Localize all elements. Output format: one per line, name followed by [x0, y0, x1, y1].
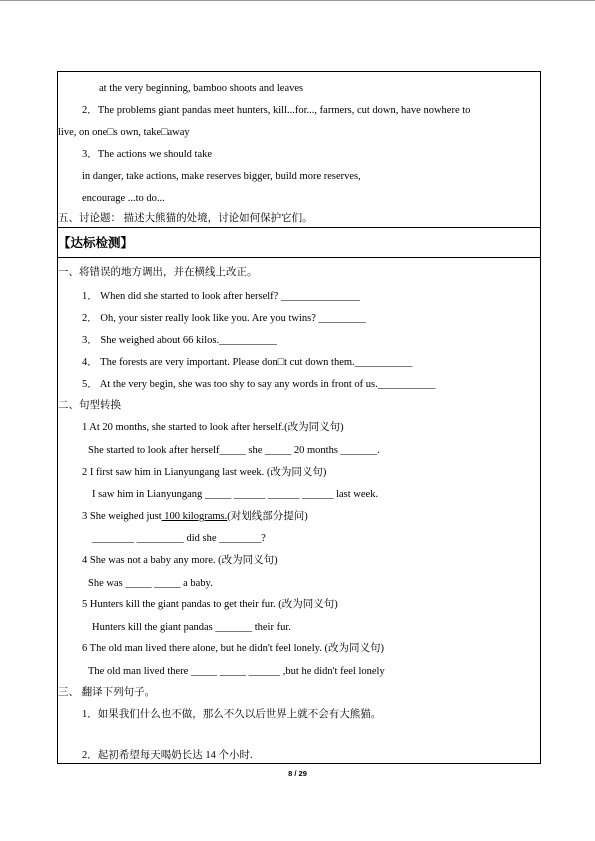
- part2-answer: Hunters kill the giant pandas _______ their fur.: [92, 622, 291, 633]
- part1-item: 3． She weighed about 66 kilos.___________: [82, 335, 277, 346]
- part3-sentence: 2．起初希望每天喝奶长达 14 个小时.: [82, 750, 253, 761]
- table-divider: [57, 257, 541, 258]
- text-line: 2．The problems giant pandas meet hunters, kill...for..., farmers, cut down, have nowhere to: [82, 105, 471, 116]
- part2-answer: She started to look after herself_____ she _____ 20 months _______.: [88, 445, 380, 456]
- part1-item: 5． At the very begin, she was too shy to say any words in front of us.___________: [82, 379, 436, 390]
- part2-answer: I saw him in Lianyungang _____ ______ ______ ______ last week.: [92, 489, 379, 500]
- text-line: live, on one□s own, take□away: [58, 127, 190, 138]
- text-line: in danger, take actions, make reserves bigger, build more reserves,: [82, 171, 361, 182]
- question-text: 3 She weighed just: [82, 511, 162, 522]
- part2-question: 5 Hunters kill the giant pandas to get their fur. (改为同义句): [82, 599, 338, 610]
- page-number: 8 / 29: [288, 769, 307, 778]
- part1-item: 2． Oh, your sister really look like you. Are you twins? _________: [82, 313, 366, 324]
- text-line: at the very beginning, bamboo shoots and leaves: [99, 83, 304, 94]
- text-line: 3．The actions we should take: [82, 149, 213, 160]
- part3-sentence: 1．如果我们什么也不做，那么不久以后世界上就不会有大熊猫。: [82, 709, 382, 720]
- discussion-line: 五、讨论题： 描述大熊猫的处境，讨论如何保护它们。: [58, 213, 313, 224]
- header-rule: [0, 0, 595, 1]
- part2-question: 2 I first saw him in Lianyungang last week. (改为同义句): [82, 467, 327, 478]
- part1-item: 1． When did she started to look after herself? _______________: [82, 291, 360, 302]
- part2-question: 1 At 20 months, she started to look after herself.(改为同义句): [82, 422, 344, 433]
- part2-answer: She was _____ _____ a baby.: [88, 578, 213, 589]
- part1-item: 4． The forests are very important. Please don□t cut down them.___________: [82, 357, 413, 368]
- question-instruction: (对划线部分提问): [227, 511, 308, 522]
- underlined-phrase: 100 kilograms.: [161, 511, 228, 522]
- text-line: encourage ...to do...: [82, 193, 165, 204]
- part2-question: 4 She was not a baby any more. (改为同义句): [82, 555, 278, 566]
- part2-question: 6 The old man lived there alone, but he didn't feel lonely. (改为同义句): [82, 643, 384, 654]
- part2-question: [82, 510, 308, 523]
- part2-answer: The old man lived there _____ _____ ______ ,but he didn't feel lonely: [88, 666, 385, 677]
- part2-answer: ________ _________ did she ________?: [92, 533, 266, 544]
- part2-title: 二、句型转换: [58, 400, 121, 411]
- part1-title: 一、将错误的地方调出，并在横线上改正。: [58, 267, 258, 278]
- section-heading: 【达标检测】: [58, 235, 134, 250]
- table-divider: [57, 227, 541, 228]
- part3-title: 三、 翻译下列句子。: [58, 687, 156, 698]
